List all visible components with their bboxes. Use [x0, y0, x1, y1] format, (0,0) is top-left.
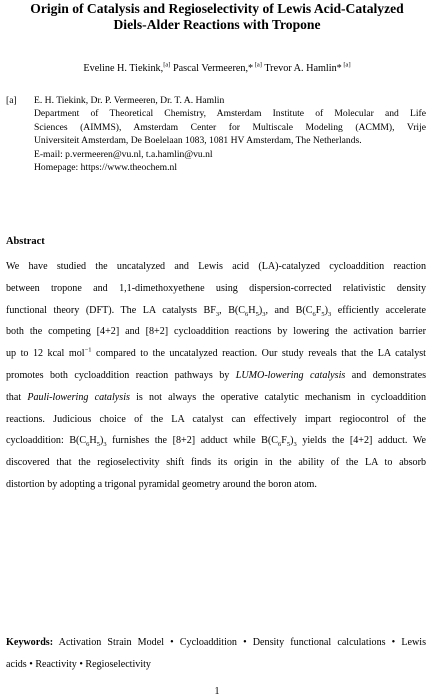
- abstract-line: up to 12 kcal mol$^{-1}$ compared to the uncatalyzed reaction. Our study reveals that the LA catalyst: [6, 346, 426, 360]
- affiliation-email: E-mail: p.vermeeren@vu.nl, t.a.hamlin@vu.nl: [34, 148, 213, 160]
- abstract-line: cycloaddition: $B(C_6H_5)_3$ furnishes the [8+2] adduct while $B(C_6F_5)_3$ yields the [4+2] adduct. We: [6, 435, 426, 449]
- keywords-label: Keywords:: [6, 637, 54, 648]
- abstract-line: functional theory (DFT). The LA catalysts $BF_3$, $B(C_6H_5)_3$, and $B(C_6F_5)_3$ efficiently accelerate: [6, 304, 426, 318]
- affiliation-homepage: Homepage: https://www.theochem.nl: [34, 162, 177, 174]
- affiliation-block: [34, 94, 426, 174]
- affiliation-tag: [a]: [6, 95, 17, 106]
- page-number: 1: [214, 686, 220, 697]
- term-pauli-lowering: Pauli-lowering catalysis: [27, 391, 130, 403]
- abstract-line: both the competing [4+2] and [8+2] cycloaddition reactions by lowering the activation barrier: [6, 326, 426, 338]
- abstract-line: reactions. Judicious choice of the LA catalyst can effectively impart regiocontrol of the: [6, 413, 426, 425]
- affiliation-address: Universiteit Amsterdam, De Boelelaan 1083, 1081 HV Amsterdam, The Netherlands.: [34, 135, 362, 147]
- term-lumo-lowering: LUMO-lowering catalysis: [235, 369, 346, 381]
- author-list: [40, 62, 394, 75]
- abstract-line: We have studied the uncatalyzed and Lewis acid (LA)-catalyzed cycloaddition reaction: [6, 261, 426, 272]
- abstract-line: distortion by adopting a trigonal pyramidal geometry around the boron atom.: [6, 478, 317, 490]
- author-3-affil: [a]: [341, 61, 351, 69]
- author-2: Pascal Vermeeren,*: [170, 63, 254, 74]
- author-2-affil: [a]: [253, 61, 262, 69]
- abstract-line: between tropone and 1,1-dimethoxyethene using dispersion-corrected relativistic density: [6, 282, 426, 294]
- keywords-block: [6, 632, 426, 676]
- keywords-line: Keywords: Activation Strain Model • Cycloaddition • Density functional calculations • Lewis: [6, 637, 426, 648]
- abstract-line: discovered that the regioselectivity shift finds its origin in the ability of the LA to absorb: [6, 457, 426, 469]
- author-1: Eveline H. Tiekink,: [83, 63, 164, 74]
- paper-title: [8, 1, 426, 33]
- abstract-line: that Pauli-lowering catalysis is not always the operative catalytic mechanism in cycloaddition: [6, 391, 426, 403]
- affiliation-names: E. H. Tiekink, Dr. P. Vermeeren, Dr. T. A. Hamlin: [34, 95, 225, 106]
- abstract-heading: Abstract: [6, 236, 45, 247]
- title-line-2: Diels-Alder Reactions with Tropone: [113, 17, 321, 32]
- author-1-affil: [a]: [163, 61, 171, 69]
- title-line-1: Origin of Catalysis and Regioselectivity of Lewis Acid-Catalyzed: [30, 1, 404, 16]
- keywords-line: acids • Reactivity • Regioselectivity: [6, 658, 151, 670]
- affiliation-dept-line-1: Department of Theoretical Chemistry, Amsterdam Institute of Molecular and Life: [34, 108, 426, 120]
- author-3: Trevor A. Hamlin*: [261, 63, 342, 74]
- affiliation-dept-line-2: Sciences (AIMMS), Amsterdam Center for Multiscale Modeling (ACMM), Vrije: [34, 121, 426, 133]
- abstract-body: [6, 256, 426, 496]
- abstract-line: promotes both cycloaddition reaction pathways by LUMO-lowering catalysis and demonstrates: [6, 369, 427, 381]
